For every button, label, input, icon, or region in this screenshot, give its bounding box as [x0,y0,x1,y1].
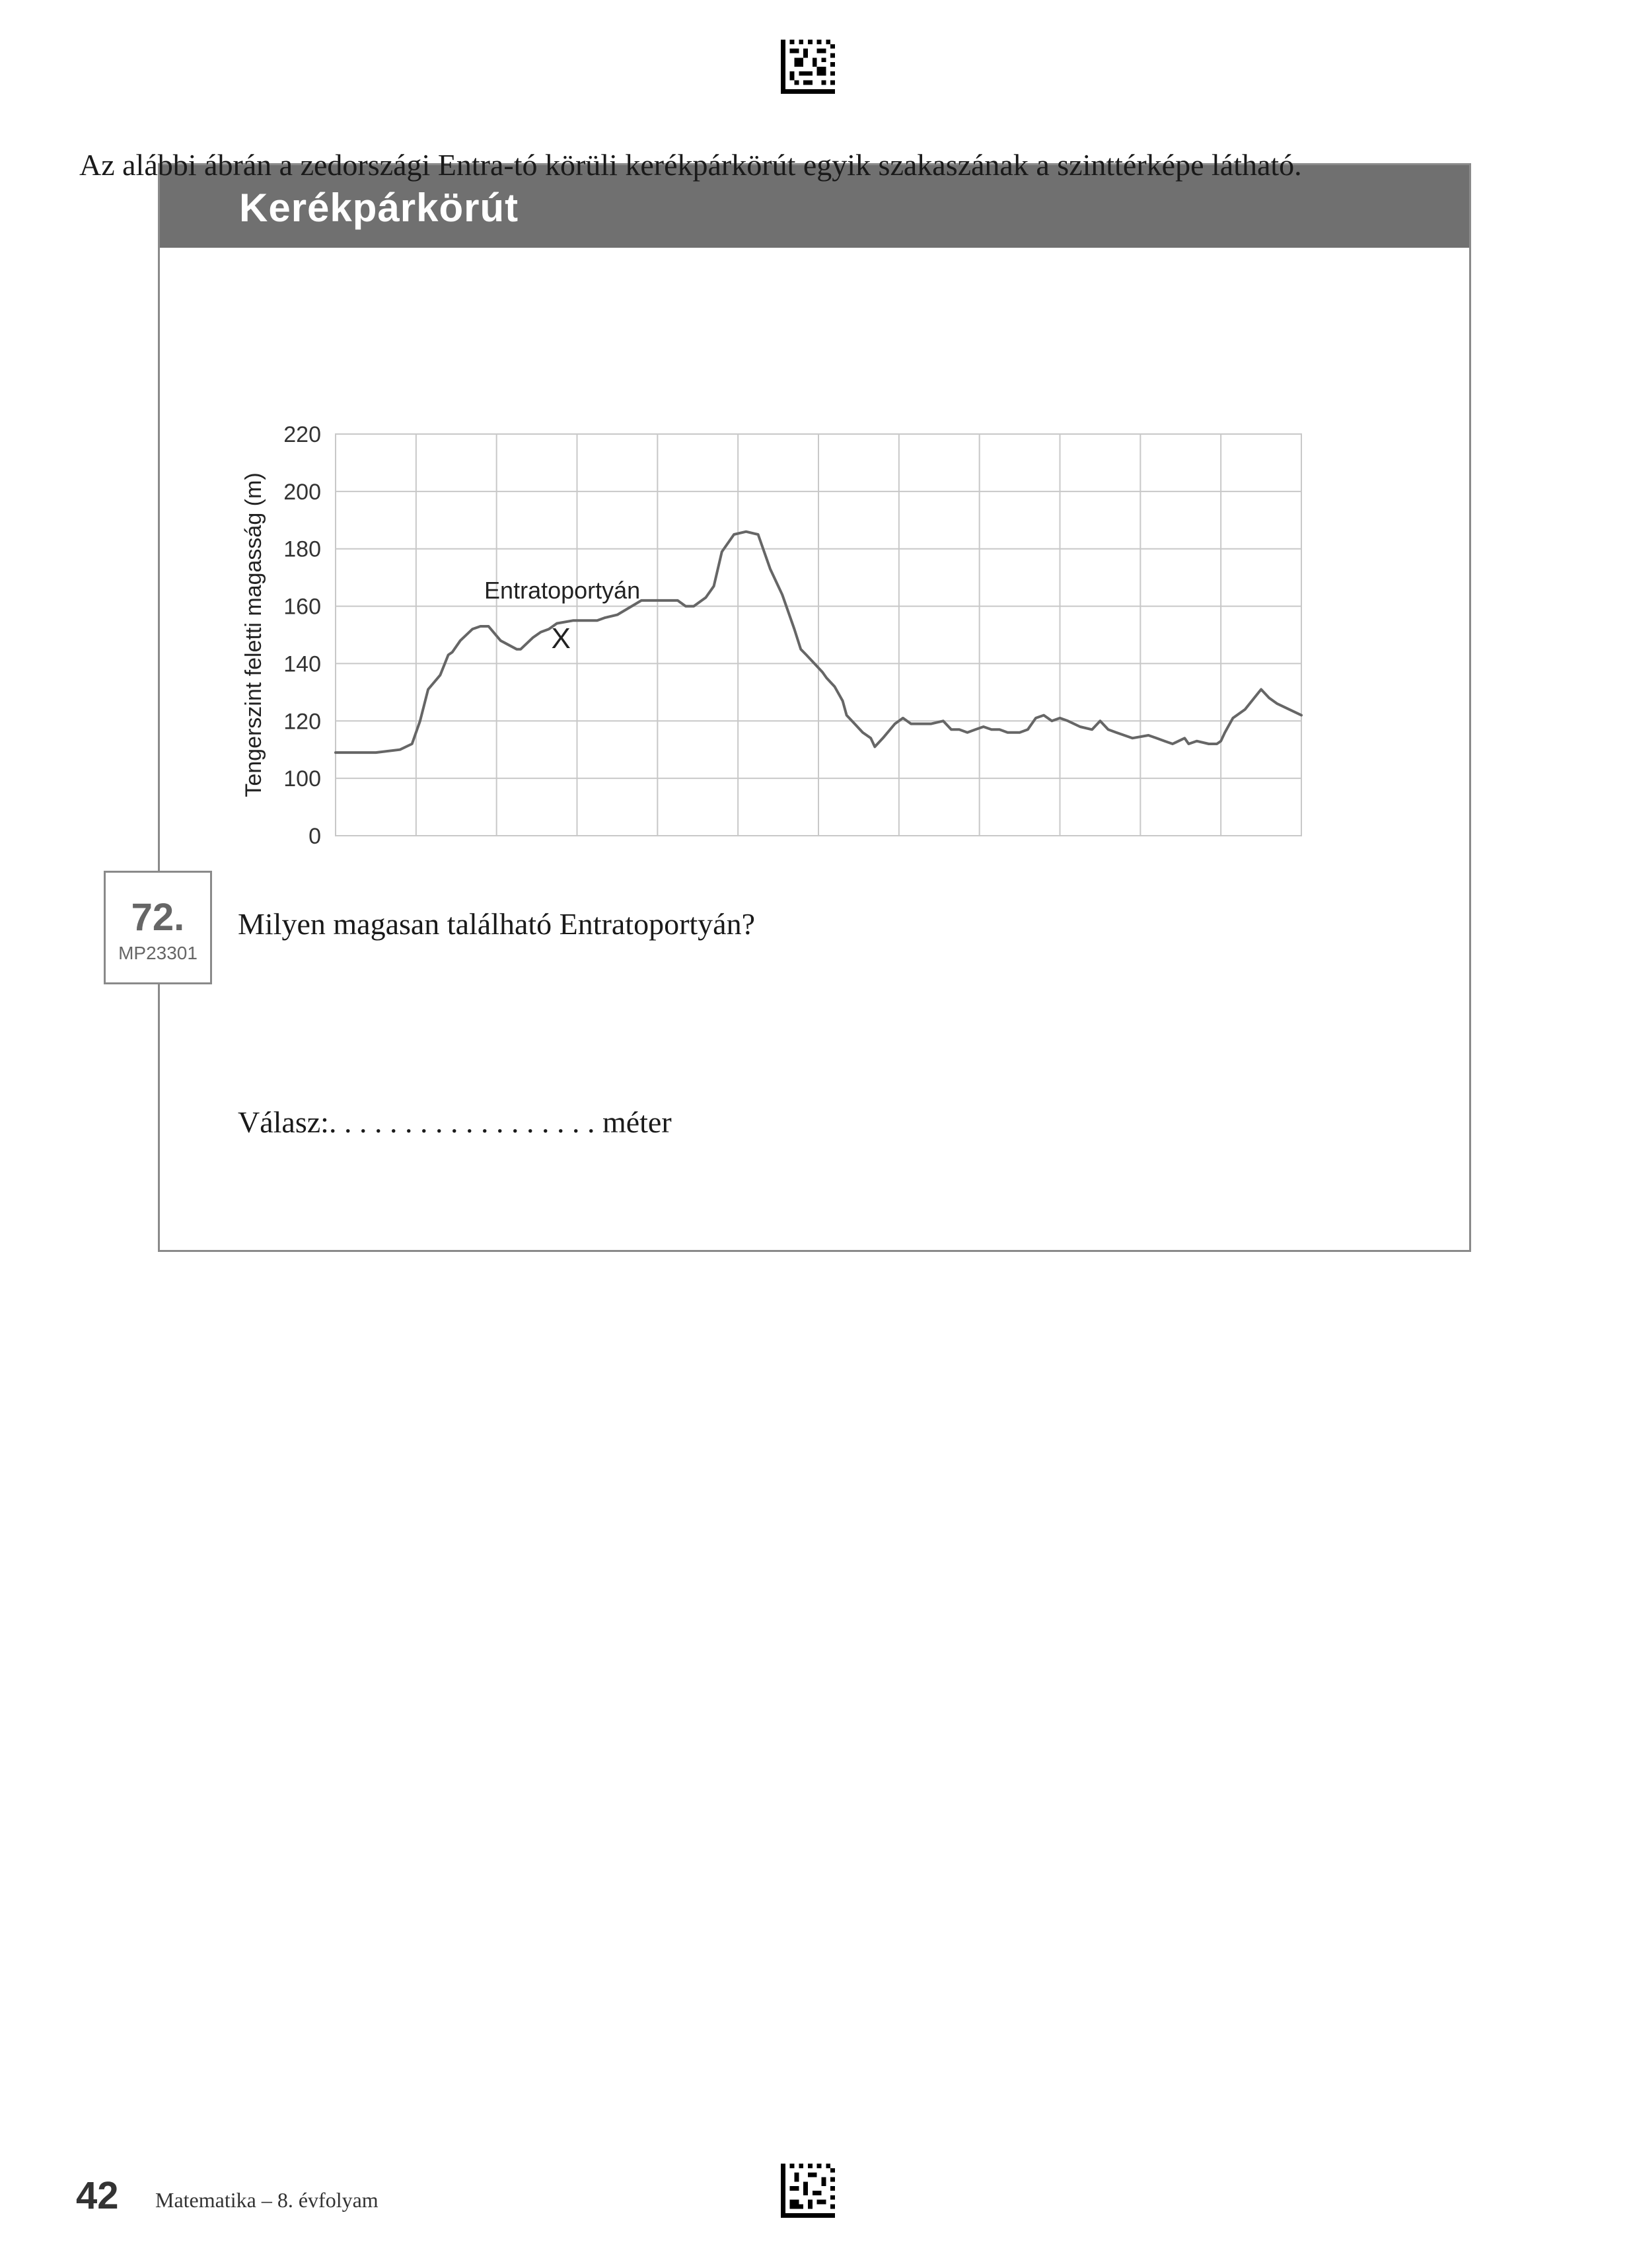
y-tick-label: 120 [283,709,321,735]
annotation-marker: X [551,622,571,655]
y-tick-label: 200 [283,479,321,505]
answer-blank[interactable]: . . . . . . . . . . . . . . . . . . [328,1105,595,1139]
task-number-box [104,871,212,984]
y-tick-label: 220 [283,422,321,447]
answer-unit: méter [602,1105,672,1139]
answer-prefix: Válasz: [238,1105,329,1139]
footer-subject: Matematika – 8. évfolyam [155,2188,379,2212]
y-tick-label: 160 [283,594,321,620]
task-number: 72. [131,896,185,939]
y-tick-label: 180 [283,536,321,562]
task-intro: Az alábbi ábrán a zedországi Entra-tó körüli kerékpárkörút egyik szakaszának a szinttérképe látható. [79,148,1302,182]
page-number: 42 [76,2174,119,2217]
elevation-chart [73,254,1301,875]
y-axis-label: Tengerszint feletti magasság (m) [241,472,266,797]
data-matrix-code-top [781,40,835,94]
y-tick-label: 0 [308,824,321,849]
answer-line[interactable] [238,1105,672,1140]
annotation-label: Entratoportyán [484,577,641,604]
task-code: MP23301 [118,943,198,963]
elevation-chart-svg [73,254,1301,875]
y-tick-label: 100 [283,766,321,792]
data-matrix-code-bottom [781,2164,835,2218]
y-tick-label: 140 [283,651,321,677]
question-text: Milyen magasan található Entratoportyán? [238,907,756,941]
task-title: Kerékpárkörút [239,186,519,230]
